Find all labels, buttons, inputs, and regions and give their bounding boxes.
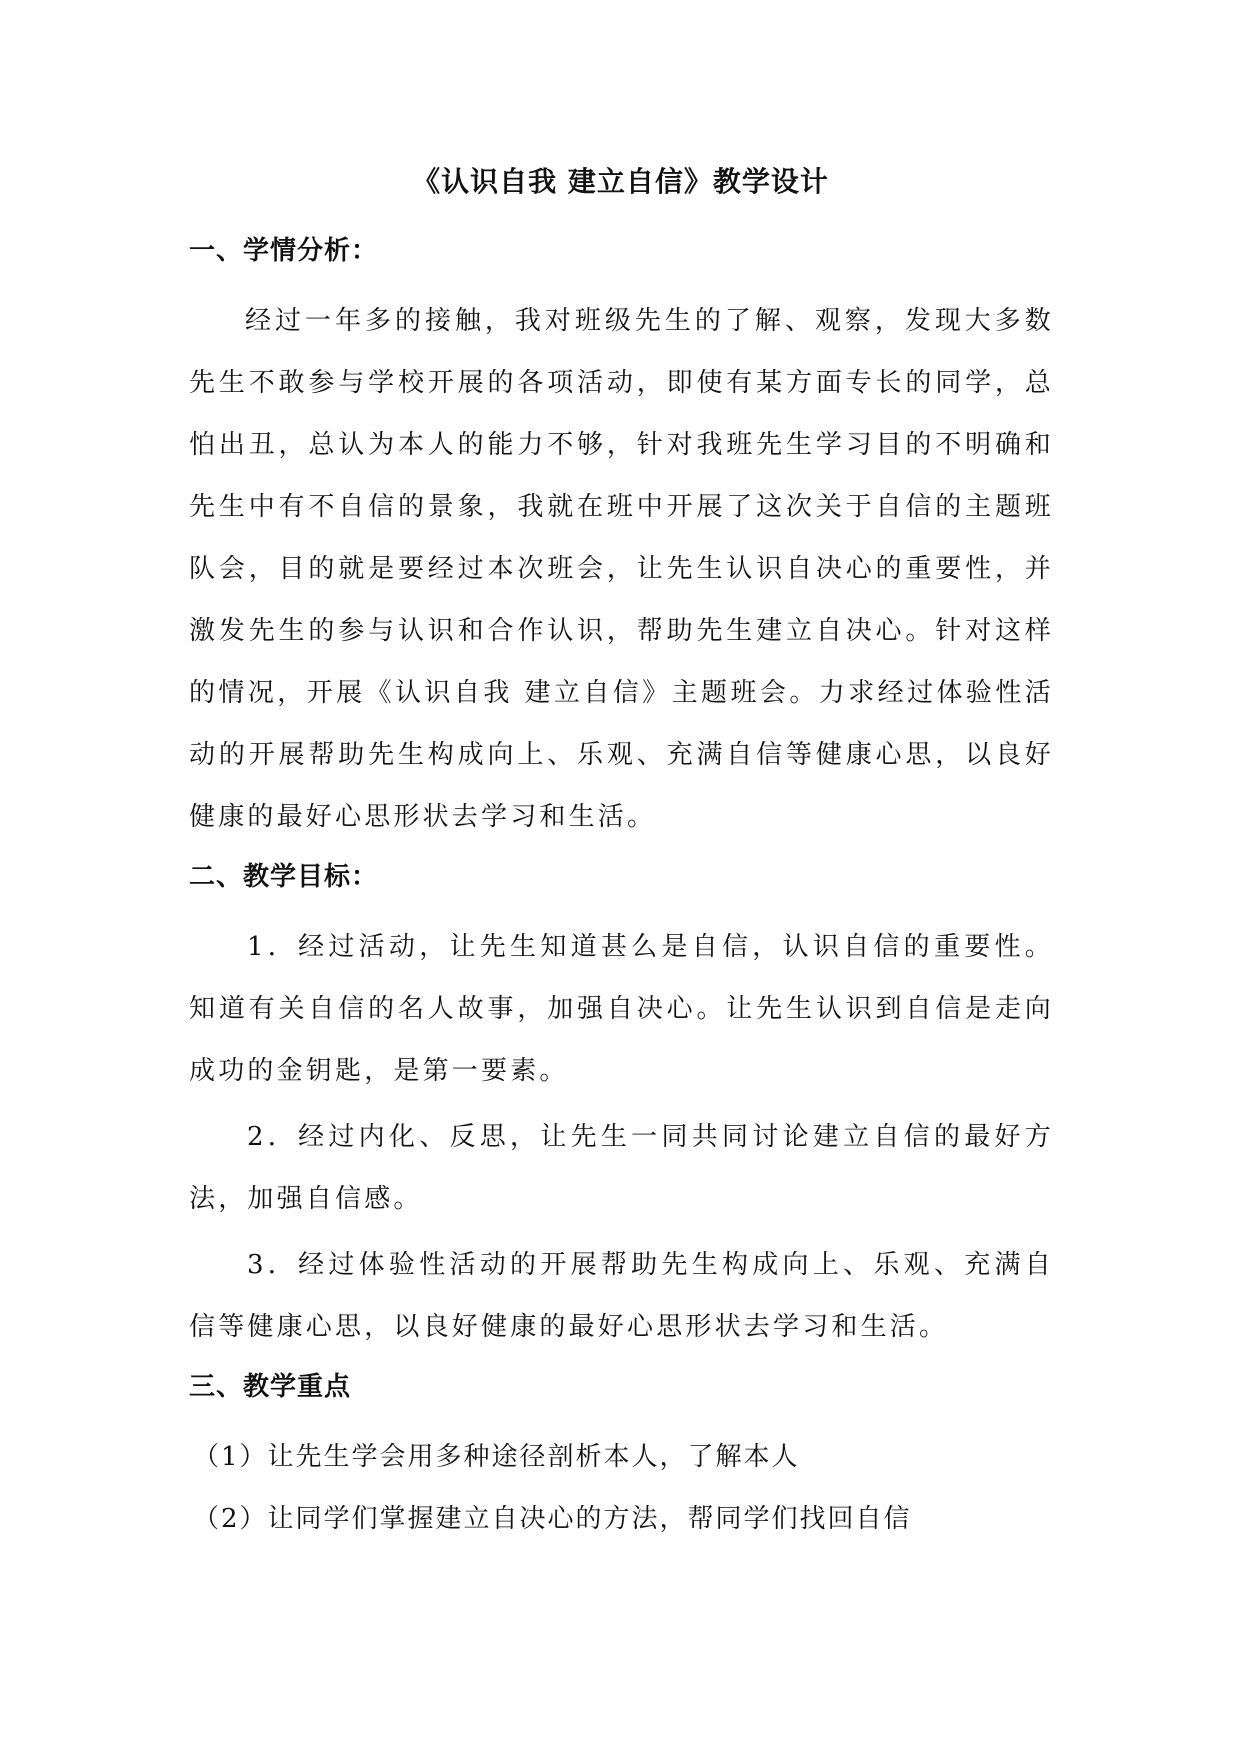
objective-paragraph-2: 2．经过内化、反思，让先生一同共同讨论建立自信的最好方法，加强自信感。 bbox=[189, 1122, 1054, 1214]
section-heading-key-points: 三、教学重点 bbox=[189, 1372, 352, 1402]
document-title: 《认识自我 建立自信》教学设计 bbox=[412, 165, 829, 198]
objective-paragraph-1: 1．经过活动，让先生知道甚么是自信，认识自信的重要性。知道有关自信的名人故事，加强自决心。让先生认识到自信是走向成功的金钥匙，是第一要素。 bbox=[189, 932, 1054, 1086]
section-heading-analysis: 一、学情分析： bbox=[189, 236, 379, 266]
objective-paragraph-3: 3．经过体验性活动的开展帮助先生构成向上、乐观、充满自信等健康心思，以良好健康的最好心思形状去学习和生活。 bbox=[189, 1250, 1054, 1342]
document-body bbox=[189, 232, 1054, 1550]
section-heading-objectives: 二、教学目标： bbox=[189, 862, 379, 892]
key-point-item-1: （1）让先生学会用多种途径剖析本人，了解本人 bbox=[193, 1442, 800, 1472]
key-point-item-2: （2）让同学们掌握建立自决心的方法，帮同学们找回自信 bbox=[193, 1504, 912, 1534]
analysis-paragraph: 经过一年多的接触，我对班级先生的了解、观察，发现大多数先生不敢参与学校开展的各项活动，即使有某方面专长的同学，总怕出丑，总认为本人的能力不够，针对我班先生学习目的不明确和先生中有不自信的景象，我就在班中开展了这次关于自信的主题班队会，目的就是要经过本次班会，让先生认识自决心的重要性，并激发先生的参与认识和合作认识，帮助先生建立自决心。针对这样的情况，开展《认识自我 建立自信》主题班会。力求经过体验性活动的开展帮助先生构成向上、乐观、充满自信等健康心思，以良好健康的最好心思形状去学习和生活。 bbox=[189, 306, 1054, 832]
